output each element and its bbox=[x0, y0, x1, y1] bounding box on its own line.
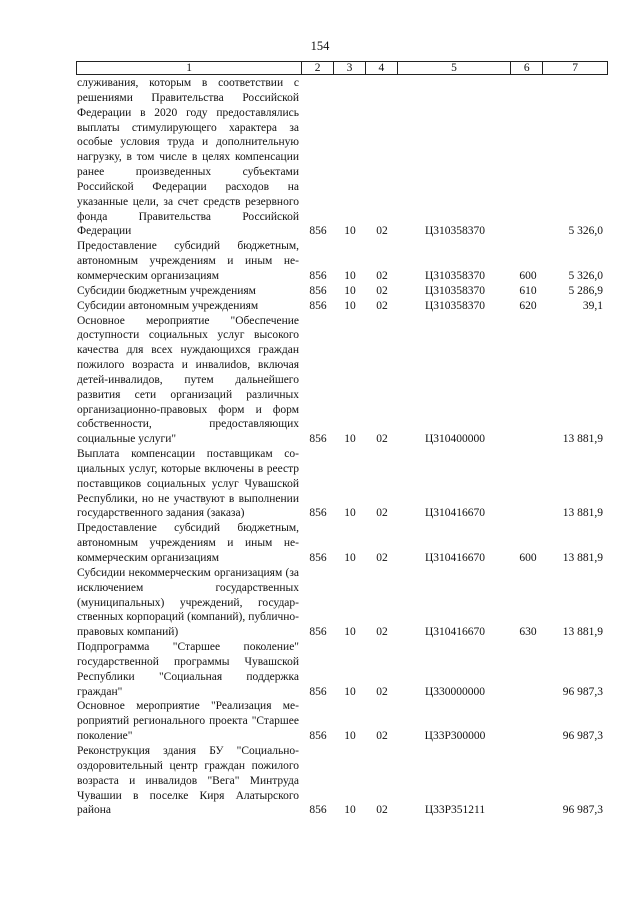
table-row bbox=[76, 284, 608, 299]
row-exp: 610 bbox=[519, 284, 537, 297]
row-sub: 02 bbox=[376, 269, 388, 282]
row-sub: 02 bbox=[376, 730, 388, 743]
row-name: Основное мероприятие "Обеспечение доступности социальных услуг высокого качества для всех нуждающихся граждан пожилого возраста и инвалиdов, включая детей-инвалидов, путем дальнейшего развития сети организаций различных организационно-правовых форм и форм собственности, предоставляющих социальные услуги" bbox=[77, 314, 299, 446]
row-grp: 856 bbox=[309, 284, 327, 297]
row-sec: 10 bbox=[344, 804, 356, 817]
row-grp: 856 bbox=[309, 730, 327, 743]
row-exp: 600 bbox=[519, 552, 537, 564]
table-row bbox=[76, 314, 608, 448]
row-grp: 856 bbox=[309, 299, 327, 312]
row-grp: 856 bbox=[309, 804, 327, 817]
row-amt: 39,1 bbox=[582, 299, 603, 312]
row-tgt: Ц33P351211 bbox=[424, 804, 486, 817]
row-name: Субсидии некоммерческим организациям (за исключением государственных (муниципальных) учреждений, государственных корпораций (компаний), публично-правовых компаний) bbox=[77, 566, 299, 639]
row-sec: 10 bbox=[344, 626, 356, 639]
header-col-5: 5 bbox=[398, 62, 512, 74]
table-row bbox=[76, 744, 608, 818]
row-sec: 10 bbox=[344, 269, 356, 282]
row-sec: 10 bbox=[344, 284, 356, 297]
row-sec: 10 bbox=[344, 730, 356, 743]
row-tgt: Ц33P300000 bbox=[424, 730, 486, 743]
table-body bbox=[76, 76, 608, 818]
row-sec: 10 bbox=[344, 552, 356, 564]
table-row bbox=[76, 521, 608, 566]
row-grp: 856 bbox=[309, 507, 327, 520]
row-sub: 02 bbox=[376, 626, 388, 639]
row-name: Основное мероприятие "Реализация мероприятий регионального проекта "Старшее поколение" bbox=[77, 700, 299, 743]
row-sub: 02 bbox=[376, 299, 388, 312]
header-col-7: 7 bbox=[572, 62, 578, 74]
row-amt: 96 987,3 bbox=[562, 685, 603, 698]
row-sec: 10 bbox=[344, 225, 356, 238]
row-sec: 10 bbox=[344, 433, 356, 446]
row-tgt: Ц310358370 bbox=[424, 269, 486, 282]
row-sub: 02 bbox=[376, 685, 388, 698]
header-col-4: 4 bbox=[366, 62, 398, 74]
header-col-3: 3 bbox=[334, 62, 366, 74]
row-amt: 13 881,9 bbox=[562, 433, 603, 446]
row-amt: 96 987,3 bbox=[562, 730, 603, 743]
table-row bbox=[76, 640, 608, 699]
row-sub: 02 bbox=[376, 433, 388, 446]
row-name: Подпрограмма "Старшее поколение" государственной программы Чувашской Республики "Социальная поддержка граждан" bbox=[77, 641, 299, 698]
row-name: Субсидии бюджетным учреждениям bbox=[77, 284, 256, 297]
row-grp: 856 bbox=[309, 552, 327, 564]
header-col-1: 1 bbox=[77, 62, 302, 74]
row-sub: 02 bbox=[376, 804, 388, 817]
row-amt: 13 881,9 bbox=[562, 507, 603, 520]
row-amt: 5 326,0 bbox=[568, 269, 603, 282]
row-sub: 02 bbox=[376, 225, 388, 238]
row-amt: 13 881,9 bbox=[562, 552, 603, 564]
row-tgt: Ц310416670 bbox=[424, 552, 486, 564]
row-grp: 856 bbox=[309, 685, 327, 698]
row-tgt: Ц310400000 bbox=[424, 433, 486, 446]
table-row bbox=[76, 566, 608, 640]
row-tgt: Ц330000000 bbox=[424, 685, 486, 698]
row-tgt: Ц310358370 bbox=[424, 284, 486, 297]
row-tgt: Ц310416670 bbox=[424, 507, 486, 520]
table-row bbox=[76, 447, 608, 521]
row-amt: 13 881,9 bbox=[562, 626, 603, 639]
table-row bbox=[76, 76, 608, 239]
row-exp: 600 bbox=[519, 269, 537, 282]
row-name: Предоставление субсидий бюджетным, автономным учреждениям и иным некоммерческим организациям bbox=[77, 240, 299, 282]
table-row bbox=[76, 699, 608, 744]
row-name: служивания, которым в соответствии с решениями Правительства Российской Федерации в 2020 году предоставлялись выплаты стимулирующего характера за особые условия труда и дополнительную нагрузку, в том числе в целях компенсации ранее произведенных субъектами Российской Федерации расходов на указанные цели, за счет средств резервного фонда Правительства Российской Федерации bbox=[77, 77, 299, 238]
table-row bbox=[76, 299, 608, 314]
row-exp: 620 bbox=[519, 299, 537, 312]
row-sec: 10 bbox=[344, 299, 356, 312]
row-amt: 5 286,9 bbox=[568, 284, 603, 297]
row-grp: 856 bbox=[309, 225, 327, 238]
row-name: Предоставление субсидий бюджетным, автономным учреждениям и иным некоммерческим организациям bbox=[77, 522, 299, 564]
row-grp: 856 bbox=[309, 433, 327, 446]
row-tgt: Ц310358370 bbox=[424, 225, 486, 238]
row-tgt: Ц310358370 bbox=[424, 299, 486, 312]
row-sec: 10 bbox=[344, 507, 356, 520]
header-col-2: 2 bbox=[302, 62, 334, 74]
row-name: Субсидии автономным учреждениям bbox=[77, 299, 259, 312]
row-amt: 96 987,3 bbox=[562, 804, 603, 817]
row-exp: 630 bbox=[519, 626, 537, 639]
table-row bbox=[76, 239, 608, 284]
row-grp: 856 bbox=[309, 269, 327, 282]
row-sec: 10 bbox=[344, 685, 356, 698]
row-name: Выплата компенсации поставщикам социальных услуг, которые включены в реестр поставщиков социальных услуг Чувашской Республики, но не участвуют в выполнении государственного задания (заказа) bbox=[77, 448, 299, 520]
row-sub: 02 bbox=[376, 507, 388, 520]
page-number: 154 bbox=[310, 39, 330, 53]
table-header bbox=[76, 61, 608, 75]
row-name: Реконструкция здания БУ "Социально-оздоровительный центр граждан пожилого возраста и инвалидов "Вега" Минтруда Чувашии в поселке Киря Алатырского района bbox=[77, 744, 299, 817]
row-amt: 5 326,0 bbox=[568, 225, 603, 238]
row-sub: 02 bbox=[376, 552, 388, 564]
header-col-6: 6 bbox=[511, 62, 543, 74]
row-sub: 02 bbox=[376, 284, 388, 297]
row-grp: 856 bbox=[309, 626, 327, 639]
row-tgt: Ц310416670 bbox=[424, 626, 486, 639]
